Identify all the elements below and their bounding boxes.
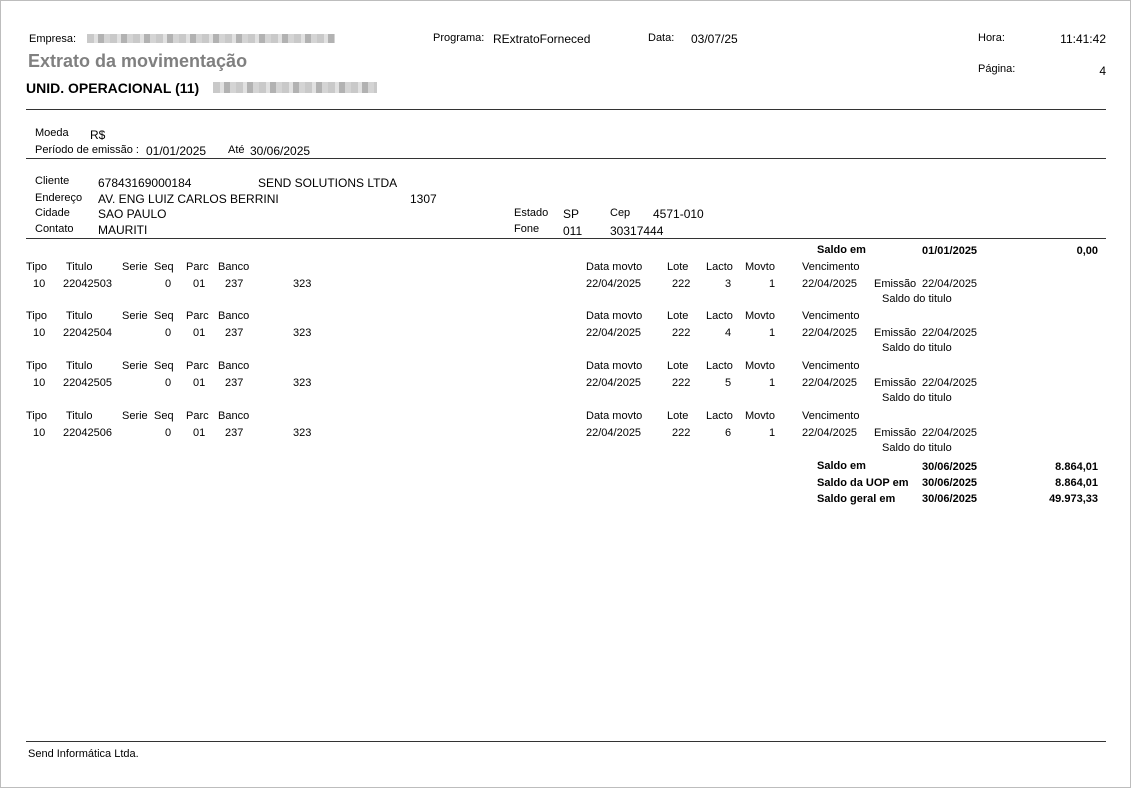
col-tipo-header: Tipo [26,310,47,322]
header-divider [26,109,1106,110]
pagina-label: Página: [978,63,1016,75]
entry-saldo-label: Saldo do titulo [882,342,952,354]
col-lacto-header: Lacto [706,310,733,322]
col-lote-header: Lote [667,360,689,372]
hora-value: 11:41:42 [1060,32,1106,46]
cliente-code: 67843169000184 [98,176,192,190]
col-lacto-header: Lacto [706,261,733,273]
fone-ddd: 011 [563,224,583,238]
saldo-inicial-label: Saldo em [817,244,866,256]
entry-titulo: 22042506 [63,427,112,439]
report-title: Extrato da movimentação [28,51,248,71]
entry-banco: 237 [225,427,244,439]
col-serie-header: Serie [122,360,148,372]
footer-divider [26,741,1106,742]
col-banco-header: Banco [218,360,250,372]
col-seq-header: Seq [154,410,174,422]
endereco-value: AV. ENG LUIZ CARLOS BERRINI [98,192,279,206]
entry-seq: 0 [165,377,172,389]
entry-parc: 01 [193,327,206,339]
filters-divider [26,158,1106,159]
pagina-value: 4 [1099,64,1106,78]
entry-data-movto: 22/04/2025 [586,377,642,389]
entry-emissao-label: Emissão [874,427,917,439]
entry-tipo: 10 [33,427,46,439]
cidade-label: Cidade [35,207,70,219]
entry-lote: 222 [672,278,691,290]
client-divider [26,238,1106,239]
saldo-final-value: 8.864,01 [1055,461,1098,473]
saldo-geral-label: Saldo geral em [817,493,896,505]
col-tipo-header: Tipo [26,410,47,422]
entry-movto: 1 [769,377,776,389]
cliente-label: Cliente [35,175,70,187]
cliente-name: SEND SOLUTIONS LTDA [258,176,398,190]
col-titulo-header: Titulo [66,410,93,422]
entry-data-movto: 22/04/2025 [586,427,642,439]
periodo-de-value: 01/01/2025 [146,144,207,158]
entry-titulo: 22042503 [63,278,112,290]
entry-emissao: 22/04/2025 [922,377,978,389]
periodo-ate-value: 30/06/2025 [250,144,311,158]
col-seq-header: Seq [154,310,174,322]
entry-emissao-label: Emissão [874,278,917,290]
entry-movto: 1 [769,278,776,290]
entry-tipo: 10 [33,377,46,389]
col-lacto-header: Lacto [706,410,733,422]
col-lote-header: Lote [667,310,689,322]
col-vencimento-header: Vencimento [802,310,860,322]
col-data-movto-header: Data movto [586,310,643,322]
entry-lote: 222 [672,427,691,439]
estado-value: SP [563,207,580,221]
saldo-geral-value: 49.973,33 [1049,493,1098,505]
entry-parc: 01 [193,427,206,439]
data-value: 03/07/25 [691,32,738,46]
entry-banco2: 323 [293,327,312,339]
entry-lacto: 6 [725,427,732,439]
col-parc-header: Parc [186,310,209,322]
col-banco-header: Banco [218,261,250,273]
entry-emissao-label: Emissão [874,327,917,339]
moeda-value: R$ [90,128,106,142]
entry-seq: 0 [165,278,172,290]
programa-value: RExtratoForneced [493,32,591,46]
col-tipo-header: Tipo [26,261,47,273]
entry-data-movto: 22/04/2025 [586,278,642,290]
entry-titulo: 22042505 [63,377,112,389]
col-seq-header: Seq [154,360,174,372]
col-data-movto-header: Data movto [586,261,643,273]
entry-titulo: 22042504 [63,327,112,339]
col-movto-header: Movto [745,360,775,372]
contato-label: Contato [35,223,74,235]
entry-banco2: 323 [293,377,312,389]
entry-seq: 0 [165,427,172,439]
cep-label: Cep [610,207,631,219]
endereco-number: 1307 [410,192,437,206]
col-titulo-header: Titulo [66,261,93,273]
entry-emissao: 22/04/2025 [922,278,978,290]
entry-banco: 237 [225,278,244,290]
col-parc-header: Parc [186,360,209,372]
entry-saldo-label: Saldo do titulo [882,442,952,454]
col-serie-header: Serie [122,261,148,273]
col-parc-header: Parc [186,410,209,422]
col-seq-header: Seq [154,261,174,273]
col-vencimento-header: Vencimento [802,410,860,422]
entry-seq: 0 [165,327,172,339]
col-movto-header: Movto [745,261,775,273]
col-lacto-header: Lacto [706,360,733,372]
fone-value: 30317444 [610,224,664,238]
entry-parc: 01 [193,377,206,389]
entry-vencimento: 22/04/2025 [802,278,858,290]
saldo-inicial-value: 0,00 [1076,245,1098,257]
entry-tipo: 10 [33,327,46,339]
entry-emissao: 22/04/2025 [922,327,978,339]
col-movto-header: Movto [745,310,775,322]
saldo-geral-date: 30/06/2025 [922,493,978,505]
col-banco-header: Banco [218,410,250,422]
entry-vencimento: 22/04/2025 [802,327,858,339]
col-titulo-header: Titulo [66,310,93,322]
footer-company: Send Informática Ltda. [28,748,139,760]
col-vencimento-header: Vencimento [802,360,860,372]
col-banco-header: Banco [218,310,250,322]
estado-label: Estado [514,207,549,219]
saldo-uop-date: 30/06/2025 [922,477,978,489]
col-titulo-header: Titulo [66,360,93,372]
entry-banco2: 323 [293,278,312,290]
entry-emissao: 22/04/2025 [922,427,978,439]
hora-label: Hora: [978,32,1005,44]
entry-lacto: 3 [725,278,732,290]
col-data-movto-header: Data movto [586,360,643,372]
entry-lote: 222 [672,327,691,339]
entry-data-movto: 22/04/2025 [586,327,642,339]
entry-banco2: 323 [293,427,312,439]
entry-movto: 1 [769,427,776,439]
entry-parc: 01 [193,278,206,290]
contato-value: MAURITI [98,223,148,237]
ate-label: Até [228,144,245,156]
saldo-final-label: Saldo em [817,460,866,472]
saldo-uop-label: Saldo da UOP em [817,477,909,489]
col-tipo-header: Tipo [26,360,47,372]
saldo-uop-value: 8.864,01 [1055,477,1098,489]
entry-emissao-label: Emissão [874,377,917,389]
entry-vencimento: 22/04/2025 [802,427,858,439]
unid-name-redacted [213,82,377,93]
fone-label: Fone [514,223,540,235]
entry-lacto: 4 [725,327,732,339]
entry-tipo: 10 [33,278,46,290]
entry-lote: 222 [672,377,691,389]
col-data-movto-header: Data movto [586,410,643,422]
col-serie-header: Serie [122,410,148,422]
col-lote-header: Lote [667,261,689,273]
col-movto-header: Movto [745,410,775,422]
empresa-name-redacted [87,34,335,43]
empresa-label: Empresa: [29,33,77,45]
cep-value: 4571-010 [653,207,704,221]
col-lote-header: Lote [667,410,689,422]
unid-operacional-label: UNID. OPERACIONAL (11) [26,80,200,96]
data-label: Data: [648,32,675,44]
saldo-final-date: 30/06/2025 [922,461,978,473]
saldo-inicial-date: 01/01/2025 [922,245,978,257]
col-vencimento-header: Vencimento [802,261,860,273]
entry-saldo-label: Saldo do titulo [882,293,952,305]
periodo-label: Período de emissão : [35,144,139,156]
entry-banco: 237 [225,377,244,389]
entry-lacto: 5 [725,377,732,389]
endereco-label: Endereço [35,192,83,204]
col-parc-header: Parc [186,261,209,273]
col-serie-header: Serie [122,310,148,322]
entry-banco: 237 [225,327,244,339]
entry-saldo-label: Saldo do titulo [882,392,952,404]
entry-movto: 1 [769,327,776,339]
entry-vencimento: 22/04/2025 [802,377,858,389]
cidade-value: SAO PAULO [98,207,167,221]
programa-label: Programa: [433,32,485,44]
moeda-label: Moeda [35,127,69,139]
